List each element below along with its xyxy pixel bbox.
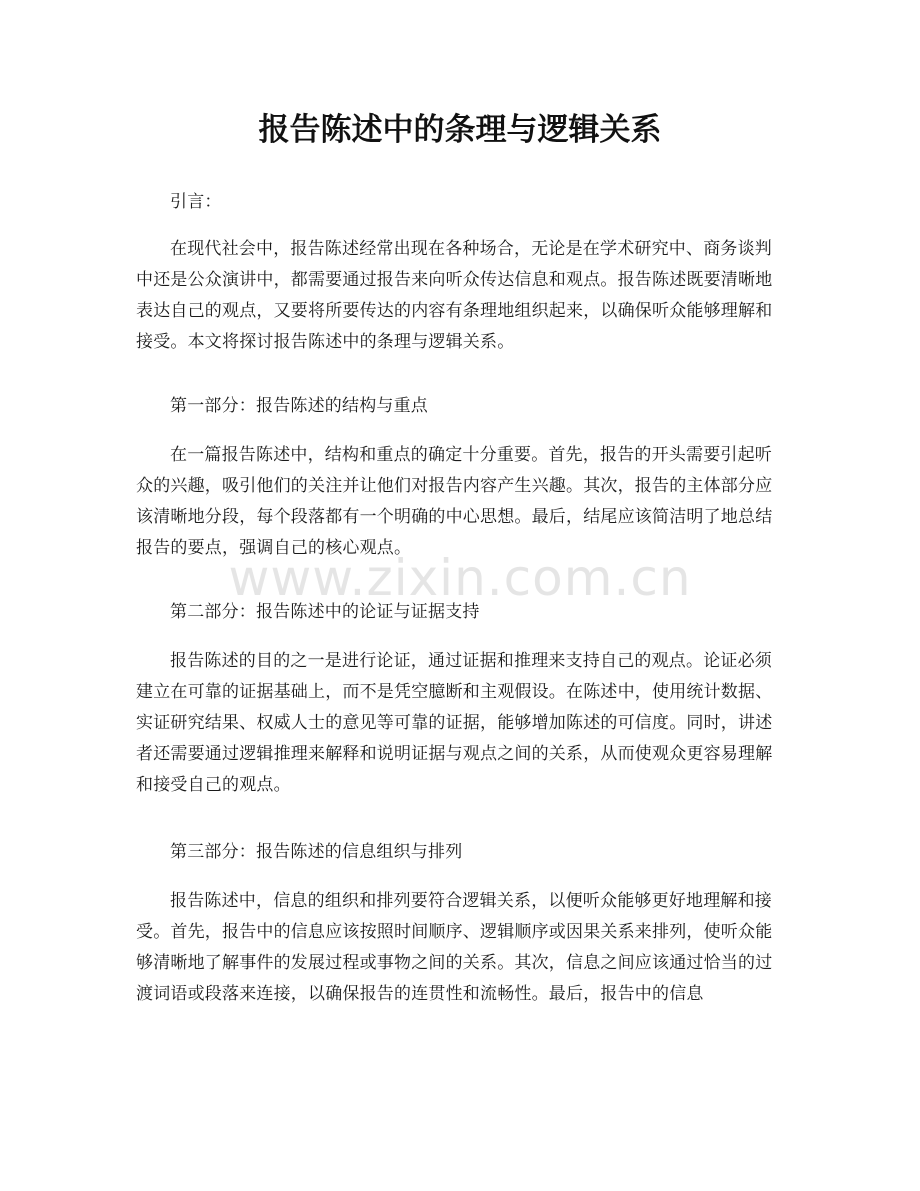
section-2-heading: 第二部分：报告陈述中的论证与证据支持 [170, 602, 480, 622]
document-title: 报告陈述中的条理与逻辑关系 [258, 112, 662, 148]
section-2-paragraph: 报告陈述的目的之一是进行论证，通过证据和推理来支持自己的观点。论证必须建立在可靠的证据基础上，而不是凭空臆断和主观假设。在陈述中，使用统计数据、实证研究结果、权威人士的意见等可靠的证据，能够增加陈述的可信度。同时，讲述者还需要通过逻辑推理来解释和说明证据与观点之间的关系，从而使观众更容易理解和接受自己的观点。 [136, 651, 773, 795]
section-1-paragraph: 在一篇报告陈述中，结构和重点的确定十分重要。首先，报告的开头需要引起听众的兴趣，吸引他们的关注并让他们对报告内容产生兴趣。其次，报告的主体部分应该清晰地分段，每个段落都有一个明确的中心思想。最后，结尾应该简洁明了地总结报告的要点，强调自己的核心观点。 [136, 445, 773, 558]
watermark: www.zixin.com.cn [228, 549, 692, 607]
section-3-heading: 第三部分：报告陈述的信息组织与排列 [170, 842, 463, 862]
section-3-paragraph: 报告陈述中，信息的组织和排列要符合逻辑关系，以便听众能够更好地理解和接受。首先，报告中的信息应该按照时间顺序、逻辑顺序或因果关系来排列，使听众能够清晰地了解事件的发展过程或事物之间的关系。其次，信息之间应该通过恰当的过渡词语或段落来连接，以确保报告的连贯性和流畅性。最后，报告中的信息 [136, 891, 773, 1004]
section-1-heading: 第一部分：报告陈述的结构与重点 [170, 396, 428, 416]
intro-label: 引言： [170, 192, 222, 212]
intro-paragraph: 在现代社会中，报告陈述经常出现在各种场合，无论是在学术研究中、商务谈判中还是公众演讲中，都需要通过报告来向听众传达信息和观点。报告陈述既要清晰地表达自己的观点，又要将所要传达的内容有条理地组织起来，以确保听众能够理解和接受。本文将探讨报告陈述中的条理与逻辑关系。 [136, 239, 773, 352]
